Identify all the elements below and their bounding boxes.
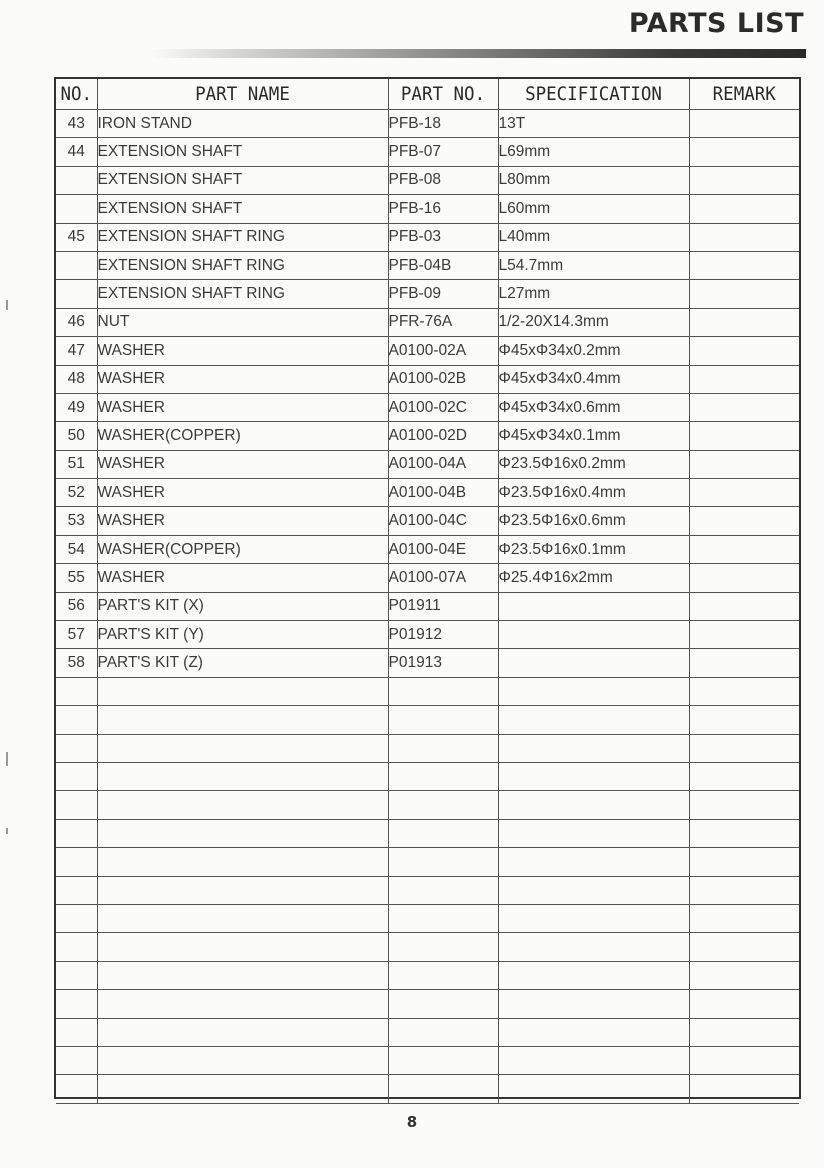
part-name-cell: IRON STAND	[97, 110, 388, 138]
part-name-cell	[97, 762, 388, 790]
item-number-cell: 56	[56, 592, 97, 620]
item-number-cell: 52	[56, 479, 97, 507]
part-name-cell: NUT	[97, 308, 388, 336]
part-number-cell: A0100-07A	[388, 564, 498, 592]
table-row	[56, 677, 799, 705]
remark-cell	[689, 166, 799, 194]
title-rule	[150, 49, 806, 58]
part-number-cell: A0100-04E	[388, 535, 498, 563]
remark-cell	[689, 138, 799, 166]
remark-cell	[689, 1075, 799, 1103]
item-number-cell	[56, 677, 97, 705]
part-number-cell: A0100-02D	[388, 422, 498, 450]
item-number-cell: 57	[56, 621, 97, 649]
remark-cell	[689, 734, 799, 762]
part-name-cell	[97, 791, 388, 819]
specification-cell: Φ23.5Φ16x0.4mm	[498, 479, 689, 507]
item-number-cell	[56, 990, 97, 1018]
table-row	[56, 223, 799, 251]
part-name-cell	[97, 876, 388, 904]
specification-cell	[498, 904, 689, 932]
specification-cell: L27mm	[498, 280, 689, 308]
item-number-cell: 47	[56, 337, 97, 365]
item-number-cell	[56, 848, 97, 876]
item-number-cell	[56, 791, 97, 819]
specification-cell	[498, 592, 689, 620]
specification-cell: L40mm	[498, 223, 689, 251]
part-number-cell	[388, 677, 498, 705]
specification-cell	[498, 933, 689, 961]
remark-cell	[689, 876, 799, 904]
item-number-cell	[56, 1018, 97, 1046]
part-number-cell	[388, 762, 498, 790]
item-number-cell	[56, 280, 97, 308]
remark-cell	[689, 564, 799, 592]
remark-cell	[689, 649, 799, 677]
part-name-cell	[97, 933, 388, 961]
table-row	[56, 450, 799, 478]
scan-mark	[6, 828, 8, 834]
part-number-cell: P01913	[388, 649, 498, 677]
table-row	[56, 961, 799, 989]
specification-cell: Φ45xΦ34x0.4mm	[498, 365, 689, 393]
specification-cell	[498, 762, 689, 790]
remark-cell	[689, 1046, 799, 1074]
table-row	[56, 791, 799, 819]
part-name-cell	[97, 734, 388, 762]
table-row	[56, 819, 799, 847]
specification-cell	[498, 1018, 689, 1046]
specification-cell	[498, 621, 689, 649]
table-row	[56, 166, 799, 194]
part-name-cell: PART'S KIT (X)	[97, 592, 388, 620]
specification-cell	[498, 734, 689, 762]
item-number-cell: 50	[56, 422, 97, 450]
table-row	[56, 592, 799, 620]
specification-cell: Φ45xΦ34x0.1mm	[498, 422, 689, 450]
specification-cell	[498, 791, 689, 819]
remark-cell	[689, 592, 799, 620]
table-row	[56, 195, 799, 223]
part-name-cell	[97, 904, 388, 932]
part-name-cell	[97, 848, 388, 876]
table-row	[56, 762, 799, 790]
table-row	[56, 564, 799, 592]
part-name-cell: WASHER	[97, 450, 388, 478]
table-row	[56, 280, 799, 308]
table-row	[56, 1018, 799, 1046]
part-name-cell: EXTENSION SHAFT	[97, 166, 388, 194]
item-number-cell: 43	[56, 110, 97, 138]
remark-cell	[689, 308, 799, 336]
part-number-cell: A0100-02A	[388, 337, 498, 365]
item-number-cell: 58	[56, 649, 97, 677]
part-name-cell: WASHER	[97, 393, 388, 421]
part-name-cell: EXTENSION SHAFT	[97, 138, 388, 166]
specification-cell: Φ45xΦ34x0.2mm	[498, 337, 689, 365]
part-name-cell	[97, 1075, 388, 1103]
table-row	[56, 535, 799, 563]
remark-cell	[689, 1018, 799, 1046]
table-row	[56, 507, 799, 535]
part-name-cell	[97, 990, 388, 1018]
remark-cell	[689, 791, 799, 819]
specification-cell	[498, 706, 689, 734]
part-number-cell: A0100-04B	[388, 479, 498, 507]
specification-cell: Φ23.5Φ16x0.6mm	[498, 507, 689, 535]
specification-cell: L60mm	[498, 195, 689, 223]
part-number-cell: A0100-04A	[388, 450, 498, 478]
part-number-cell	[388, 1046, 498, 1074]
specification-cell: 1/2-20X14.3mm	[498, 308, 689, 336]
specification-cell	[498, 848, 689, 876]
table-row	[56, 422, 799, 450]
specification-cell: Φ25.4Φ16x2mm	[498, 564, 689, 592]
part-name-cell: PART'S KIT (Z)	[97, 649, 388, 677]
table-row	[56, 138, 799, 166]
column-header-no: NO.	[58, 79, 96, 110]
remark-cell	[689, 195, 799, 223]
part-number-cell: P01912	[388, 621, 498, 649]
table-header-row	[56, 79, 799, 110]
table-row	[56, 479, 799, 507]
table-row	[56, 251, 799, 279]
part-number-cell	[388, 848, 498, 876]
item-number-cell: 45	[56, 223, 97, 251]
part-number-cell	[388, 734, 498, 762]
part-number-cell: PFB-09	[388, 280, 498, 308]
table-row	[56, 337, 799, 365]
column-header-part-name: PART NAME	[109, 79, 377, 110]
table-row	[56, 649, 799, 677]
part-name-cell: PART'S KIT (Y)	[97, 621, 388, 649]
remark-cell	[689, 933, 799, 961]
part-name-cell: EXTENSION SHAFT	[97, 195, 388, 223]
specification-cell	[498, 819, 689, 847]
parts-table	[56, 79, 799, 1104]
remark-cell	[689, 677, 799, 705]
part-name-cell: WASHER	[97, 365, 388, 393]
specification-cell	[498, 1046, 689, 1074]
specification-cell: L69mm	[498, 138, 689, 166]
remark-cell	[689, 223, 799, 251]
part-name-cell: WASHER(COPPER)	[97, 422, 388, 450]
part-number-cell: PFB-08	[388, 166, 498, 194]
item-number-cell: 51	[56, 450, 97, 478]
part-number-cell: PFB-03	[388, 223, 498, 251]
part-number-cell: PFB-18	[388, 110, 498, 138]
remark-cell	[689, 961, 799, 989]
specification-cell	[498, 961, 689, 989]
parts-table-frame	[54, 77, 801, 1099]
specification-cell: Φ45xΦ34x0.6mm	[498, 393, 689, 421]
remark-cell	[689, 337, 799, 365]
specification-cell: L54.7mm	[498, 251, 689, 279]
remark-cell	[689, 365, 799, 393]
specification-cell: L80mm	[498, 166, 689, 194]
table-row	[56, 734, 799, 762]
remark-cell	[689, 848, 799, 876]
part-number-cell: A0100-02B	[388, 365, 498, 393]
part-name-cell: EXTENSION SHAFT RING	[97, 251, 388, 279]
part-name-cell	[97, 677, 388, 705]
table-row	[56, 904, 799, 932]
item-number-cell	[56, 251, 97, 279]
part-number-cell	[388, 1018, 498, 1046]
item-number-cell: 44	[56, 138, 97, 166]
table-row	[56, 1046, 799, 1074]
table-row	[56, 393, 799, 421]
specification-cell	[498, 1075, 689, 1103]
part-number-cell	[388, 876, 498, 904]
item-number-cell	[56, 706, 97, 734]
remark-cell	[689, 507, 799, 535]
item-number-cell	[56, 961, 97, 989]
part-name-cell: WASHER	[97, 479, 388, 507]
item-number-cell: 46	[56, 308, 97, 336]
item-number-cell	[56, 876, 97, 904]
part-number-cell: PFB-04B	[388, 251, 498, 279]
item-number-cell	[56, 1075, 97, 1103]
part-number-cell: A0100-02C	[388, 393, 498, 421]
table-row	[56, 308, 799, 336]
item-number-cell: 48	[56, 365, 97, 393]
table-row	[56, 621, 799, 649]
parts-table-body	[56, 110, 799, 1104]
remark-cell	[689, 621, 799, 649]
part-name-cell	[97, 1046, 388, 1074]
part-number-cell	[388, 933, 498, 961]
part-number-cell: PFB-16	[388, 195, 498, 223]
remark-cell	[689, 535, 799, 563]
specification-cell: 13T	[498, 110, 689, 138]
part-number-cell	[388, 990, 498, 1018]
column-header-specification: SPECIFICATION	[506, 79, 682, 110]
part-number-cell	[388, 904, 498, 932]
item-number-cell: 53	[56, 507, 97, 535]
page-number: 8	[406, 1113, 418, 1131]
part-number-cell	[388, 1075, 498, 1103]
remark-cell	[689, 479, 799, 507]
remark-cell	[689, 251, 799, 279]
part-name-cell: WASHER	[97, 337, 388, 365]
remark-cell	[689, 990, 799, 1018]
item-number-cell	[56, 1046, 97, 1074]
part-number-cell	[388, 961, 498, 989]
remark-cell	[689, 110, 799, 138]
part-name-cell	[97, 819, 388, 847]
part-name-cell	[97, 706, 388, 734]
scan-mark	[6, 752, 8, 766]
table-row	[56, 933, 799, 961]
table-row	[56, 990, 799, 1018]
remark-cell	[689, 422, 799, 450]
item-number-cell	[56, 933, 97, 961]
scan-mark	[6, 300, 8, 310]
page-title: PARTS LIST	[628, 8, 804, 39]
item-number-cell	[56, 166, 97, 194]
item-number-cell: 49	[56, 393, 97, 421]
part-name-cell	[97, 1018, 388, 1046]
item-number-cell: 55	[56, 564, 97, 592]
item-number-cell	[56, 819, 97, 847]
part-number-cell: P01911	[388, 592, 498, 620]
specification-cell: Φ23.5Φ16x0.2mm	[498, 450, 689, 478]
specification-cell	[498, 876, 689, 904]
part-name-cell: EXTENSION SHAFT RING	[97, 280, 388, 308]
part-number-cell: PFR-76A	[388, 308, 498, 336]
part-number-cell: A0100-04C	[388, 507, 498, 535]
remark-cell	[689, 280, 799, 308]
table-row	[56, 110, 799, 138]
table-row	[56, 365, 799, 393]
part-number-cell: PFB-07	[388, 138, 498, 166]
part-name-cell: WASHER(COPPER)	[97, 535, 388, 563]
specification-cell	[498, 990, 689, 1018]
specification-cell	[498, 677, 689, 705]
remark-cell	[689, 904, 799, 932]
part-number-cell	[388, 791, 498, 819]
item-number-cell: 54	[56, 535, 97, 563]
table-row	[56, 706, 799, 734]
item-number-cell	[56, 762, 97, 790]
column-header-remark: REMARK	[693, 79, 794, 110]
remark-cell	[689, 706, 799, 734]
item-number-cell	[56, 904, 97, 932]
item-number-cell	[56, 734, 97, 762]
remark-cell	[689, 762, 799, 790]
remark-cell	[689, 393, 799, 421]
item-number-cell	[56, 195, 97, 223]
part-name-cell: WASHER	[97, 507, 388, 535]
part-number-cell	[388, 819, 498, 847]
specification-cell: Φ23.5Φ16x0.1mm	[498, 535, 689, 563]
table-row	[56, 876, 799, 904]
remark-cell	[689, 819, 799, 847]
table-row	[56, 1075, 799, 1103]
specification-cell	[498, 649, 689, 677]
part-name-cell: EXTENSION SHAFT RING	[97, 223, 388, 251]
part-name-cell: WASHER	[97, 564, 388, 592]
part-number-cell	[388, 706, 498, 734]
table-row	[56, 848, 799, 876]
remark-cell	[689, 450, 799, 478]
part-name-cell	[97, 961, 388, 989]
column-header-part-no: PART NO.	[392, 79, 493, 110]
